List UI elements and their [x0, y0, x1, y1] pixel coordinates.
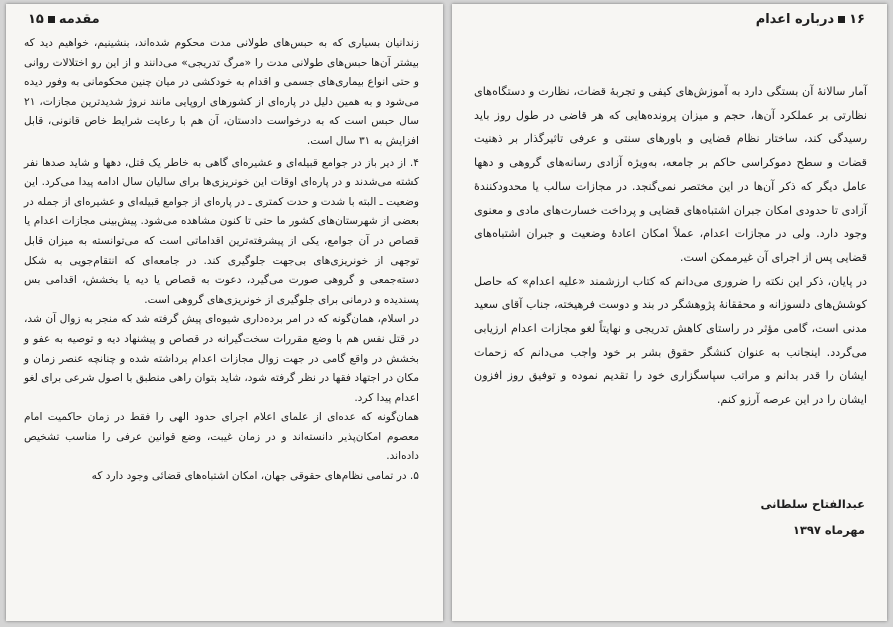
right-page-number: ۱۶ — [849, 12, 865, 27]
square-bullet-icon — [48, 16, 55, 23]
left-page — [6, 4, 443, 621]
left-running-head — [28, 12, 100, 27]
right-paragraph: در پایان، ذکر این نکته را ضروری می‌دانم که کتاب ارزشمند «علیه اعدام» که حاصل کوشش‌های دلسوزانه و محققانهٔ پژوهشگر در بند و دوست فرهیخته، جناب آقای سعید مدنی است، گامی مؤثر در راستای کاهش تدریجی و نهایتاً لغو مجازات اعدام ارزیابی می‌گردد. اینجانب به عنوان کنشگر حقوق بشر بر خود واجب می‌دانم که زحمات ایشان را قدر بدانم و مراتب سپاسگزاری خود را تقدیم نموده و توفیق روز افزون ایشان را در این عرصه آرزو کنم. — [474, 274, 867, 407]
left-paragraph: زندانیان بسیاری که به حبس‌های طولانی مدت محکوم شده‌اند، بنشینیم، خواهیم دید که بیشتر آن‌ها حبس‌های طولانی مدت را «مرگ تدریجی» می‌دانند و از این رو اختلالات روانی و حتی انواع بیماری‌های جسمی و اقدام به خودکشی در میان چنین محکومانی به وفور دیده می‌شود و به همین دلیل در پاره‌ای از کشورهای اروپایی مانند نروژ شدیدترین مجازات، ۲۱ سال حبس است که به درخواست دادستان، آن هم با رعایت شرایط خاص قانونی، قابل افزایش به ۳۱ سال است. — [24, 37, 419, 147]
right-body-text — [474, 80, 867, 412]
right-page — [452, 4, 887, 621]
left-page-number: ۱۵ — [28, 12, 44, 27]
left-body-text — [24, 34, 419, 487]
signature-name: عبدالفتاح سلطانی — [760, 497, 865, 511]
square-bullet-icon — [838, 16, 845, 23]
footnote-5: ۵. در تمامی نظام‌های حقوقی جهان، امکان اشتباه‌های قضائی وجود دارد که — [91, 470, 419, 483]
right-paragraph: آمار سالانهٔ آن بستگی دارد به آموزش‌های کیفی و تجربهٔ قضات، نظارت و دستگاه‌های نظارتی بر عملکرد آن‌ها، حجم و میزان پرونده‌هایی که هر قاضی در طول روز باید رسیدگی کند، ساختار نظام قضایی و باورهای سنتی و عرفی تاثیرگذار بر ذهنیت قضات و سطح دموکراسی حاکم بر جامعه، به‌ویژه آزادی رسانه‌های گروهی و دهها عامل دیگر که ذکر آن‌ها در این مختصر نمی‌گنجد. در مجازات سالب یا محدودکنندهٔ آزادی تا حدودی امکان جبران اشتباه‌های قضایی و پرداخت خسارت‌های مادی و معنوی وجود دارد. ولی در مجازات اعدام، عملاً امکان اعادهٔ وضعیت و جبران اشتباه‌های قضایی پس از اجرای آن غیرممکن است. — [474, 85, 867, 264]
left-running-title: مقدمه — [58, 12, 100, 27]
signature-date: مهرماه ۱۳۹۷ — [792, 523, 865, 537]
right-running-head — [756, 12, 865, 27]
right-running-title: درباره اعدام — [755, 12, 835, 27]
footnote-4: ۴. از دیر باز در جوامع قبیله‌ای و عشیره‌ای گاهی به خاطر یک قتل، دهها و شاید صدها نفر کشته می‌شدند و در پاره‌ای اوقات این خونریزی‌ها برای سالیان سال ادامه پیدا می‌کرد. این وضعیت ـ البته با شدت و حدت کمتری ـ در پاره‌ای از جوامع قبیله‌ای و عشیره‌ای از جمله در بعضی از شهرستان‌های کشور ما حتی تا کنون مشاهده می‌شود. پیش‌بینی مجازات اعدام یا قصاص در آن جوامع، یکی از پیشرفته‌ترین اقداماتی است که می‌توانسته به میزان قابل توجهی از خونریزی‌های بی‌جهت جلوگیری کند. در جامعه‌ای که انتقام‌جویی به شکل دسته‌جمعی و گروهی صورت می‌گیرد، دعوت به قصاص یا دیه یا بخشش، اقدامی بس پسندیده و درمانی برای جلوگیری از خونریزی‌های گروهی است. — [24, 156, 419, 306]
footnote-4-continued: همان‌گونه که عده‌ای از علمای اعلام اجرای حدود الهی را فقط در زمان حاکمیت امام معصوم امکان‌پذیر دانسته‌اند و در زمان غیبت، وضع قوانین عرفی را مناسب تشخیص داده‌اند. — [24, 411, 419, 463]
footnote-4-continued: در اسلام، همان‌گونه که در امر برده‌داری شیوه‌ای پیش گرفته شد که منجر به زوال آن شد، در قتل نفس هم با وضع مقررات سخت‌گیرانه در قصاص و پیشنهاد دیه و توصیه به عفو و بخشش در واقع گامی در جهت زوال مجازات اعدام برداشته شده و چنانچه عنصر زمان و مکان در اجتهاد فقها در نظر گرفته شود، شاید بتوان راهی منطبق با اصول شرعی برای لغو اعدام پیدا کرد. — [24, 313, 419, 404]
